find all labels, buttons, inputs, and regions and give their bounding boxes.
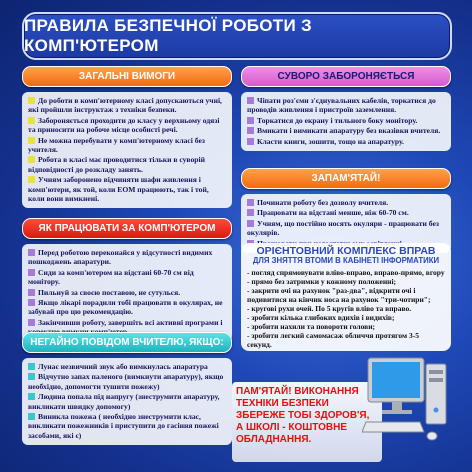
how-to-work-panel (22, 218, 232, 342)
computer-monitor-icon (368, 358, 424, 414)
list-item: Учням, що постійно носять окуляри - працювати без окулярів. (247, 218, 439, 238)
bullet-icon (28, 393, 35, 400)
bullet-icon (28, 97, 35, 104)
bullet-icon (28, 363, 35, 370)
how-to-work-list (22, 244, 232, 342)
list-item: - закрити очі на рахунок "раз-два", відкрити очі і подивитися на кінчик носа на рахунок "три-чотири"; (247, 286, 431, 304)
bullet-icon (28, 413, 35, 420)
list-item: Відчутно запах паленого (вимкнути апаратуру), якщо необхідно, допомогти тушити пожежу) (28, 372, 224, 391)
exercises-title: ОРІЄНТОВНИЙ КОМПЛЕКС ВПРАВ (256, 245, 436, 257)
list-item: - зробити нахили та повороти голови; (247, 322, 376, 331)
remember-panel (241, 168, 451, 253)
memo-text: ПАМ'ЯТАЙ! ВИКОНАННЯ ТЕХНІКИ БЕЗПЕКИ ЗБЕРЕЖЕ ТОБІ ЗДОРОВ'Я, А ШКОЛІ - КОШТОВНЕ ОБЛАДНАННЯ. (232, 382, 382, 462)
keyboard-icon (362, 422, 424, 432)
list-item: Лунає незвичний звук або вимкнулась апаратура (28, 362, 226, 371)
list-item: Вмикати і вимикати апаратуру без вказівки вчителя. (247, 126, 445, 135)
bullet-icon (28, 299, 35, 306)
system-unit-icon (426, 364, 446, 424)
exercises-subtitle: ДЛЯ ЗНЯТТЯ ВТОМИ В КАБІНЕТІ ІНФОРМАТИКИ (252, 256, 440, 265)
bullet-icon (28, 289, 35, 296)
general-requirements-header: ЗАГАЛЬНІ ВИМОГИ (22, 66, 232, 87)
list-item: Якщо лікарі порадили тобі працювати в окулярах, не забувай про цю рекомендацію. (28, 298, 223, 317)
list-item: Чіпати роз'єми з'єднувальних кабелів, торкатися до проводів живлення і пристроїв заземлення. (247, 96, 436, 115)
bullet-icon (28, 117, 35, 124)
list-item: Торкатися до екрану і тильного боку монітору. (247, 116, 445, 125)
bullet-icon (28, 156, 35, 163)
forbidden-list (241, 92, 451, 151)
list-item: Людина попала під напругу (знеструмити апаратуру, викликати швидку допомогу) (28, 392, 220, 411)
list-item: Забороняється проходити до класу у верхньому одязі та приносити на робоче місце особисті речі. (28, 115, 220, 135)
list-item: - зробити легкий самомасаж обличчя протягом 3-5 секунд. (247, 331, 419, 349)
bullet-icon (247, 220, 254, 227)
bullet-icon (28, 137, 35, 144)
remember-header: ЗАПАМ'ЯТАЙ! (241, 168, 451, 189)
list-item: Перед роботою переконайся у відсутності видимих пошкоджень апаратури. (28, 248, 213, 267)
bullet-icon (28, 249, 35, 256)
list-item: Пильнуй за своєю поставою, не сутулься. (28, 288, 226, 297)
bullet-icon (247, 199, 254, 206)
list-item: - погляд спрямовувати вліво-вправо, вправо-прямо, вгору - прямо без затримки у кожному положенні; (247, 268, 445, 286)
list-item: Працювати на відстані менше, ніж 60-70 см. (247, 208, 445, 217)
bullet-icon (247, 97, 254, 104)
bullet-icon (247, 138, 254, 145)
page-title: ПРАВИЛА БЕЗПЕЧНОЇ РОБОТИ З КОМП'ЮТЕРОМ (22, 12, 452, 60)
list-item: - кругові рухи очей. По 5 кругів вліво та вправо. (247, 304, 412, 313)
list-item: Учням заборонено відчиняти шафи живлення і комп'ютери, як той, коли ЕОМ працюють, так і той, коли вони вимкнені. (28, 175, 209, 204)
list-item: До роботи в комп'ютерному класі допускаються учні, які пройшли інструктаж з техніки безпеки. (28, 96, 222, 115)
mouse-icon (427, 432, 437, 440)
general-requirements-list (22, 92, 232, 208)
forbidden-header: СУВОРО ЗАБОРОНЯЄТЬСЯ (241, 66, 451, 87)
list-item: Робота в класі має проводитися тільки в суворій відповідності до розкладу занять. (28, 155, 205, 174)
forbidden-panel (241, 66, 451, 151)
list-item: Класти книги, зошити, тощо на апаратуру. (247, 137, 445, 146)
how-to-work-header: ЯК ПРАЦЮВАТИ ЗА КОМП'ЮТЕРОМ (22, 218, 232, 239)
bullet-icon (28, 319, 35, 326)
emergency-header: НЕГАЙНО ПОВІДОМ ВЧИТЕЛЮ, ЯКЩО: (22, 332, 232, 353)
emergency-list (22, 358, 232, 445)
bullet-icon (28, 269, 35, 276)
emergency-panel (22, 332, 232, 445)
bullet-icon (247, 117, 254, 124)
general-requirements-panel (22, 66, 232, 208)
list-item: Закінчивши роботу, завершіть всі активні програми і (28, 318, 226, 337)
list-item: Не можна перебувати у комп'ютерному класі без учителя. (28, 135, 205, 155)
bullet-icon (247, 209, 254, 216)
list-item: Починати роботу без дозволу вчителя. (247, 198, 445, 207)
list-item: Сиди за комп'ютером на відстані 60-70 см від монітору. (28, 267, 194, 287)
list-item: Виникла пожежа ( необхідно знеструмити клас, викликати пожежників і приступити до гасіння пожежі засобами, які є) (28, 412, 219, 440)
bullet-icon (247, 127, 254, 134)
exercises-panel (241, 243, 451, 351)
bullet-icon (28, 373, 35, 380)
computer-illustration (362, 352, 450, 444)
bullet-icon (28, 176, 35, 183)
list-item: - зробити кілька глибоких вдихів і видихів; (247, 313, 395, 322)
